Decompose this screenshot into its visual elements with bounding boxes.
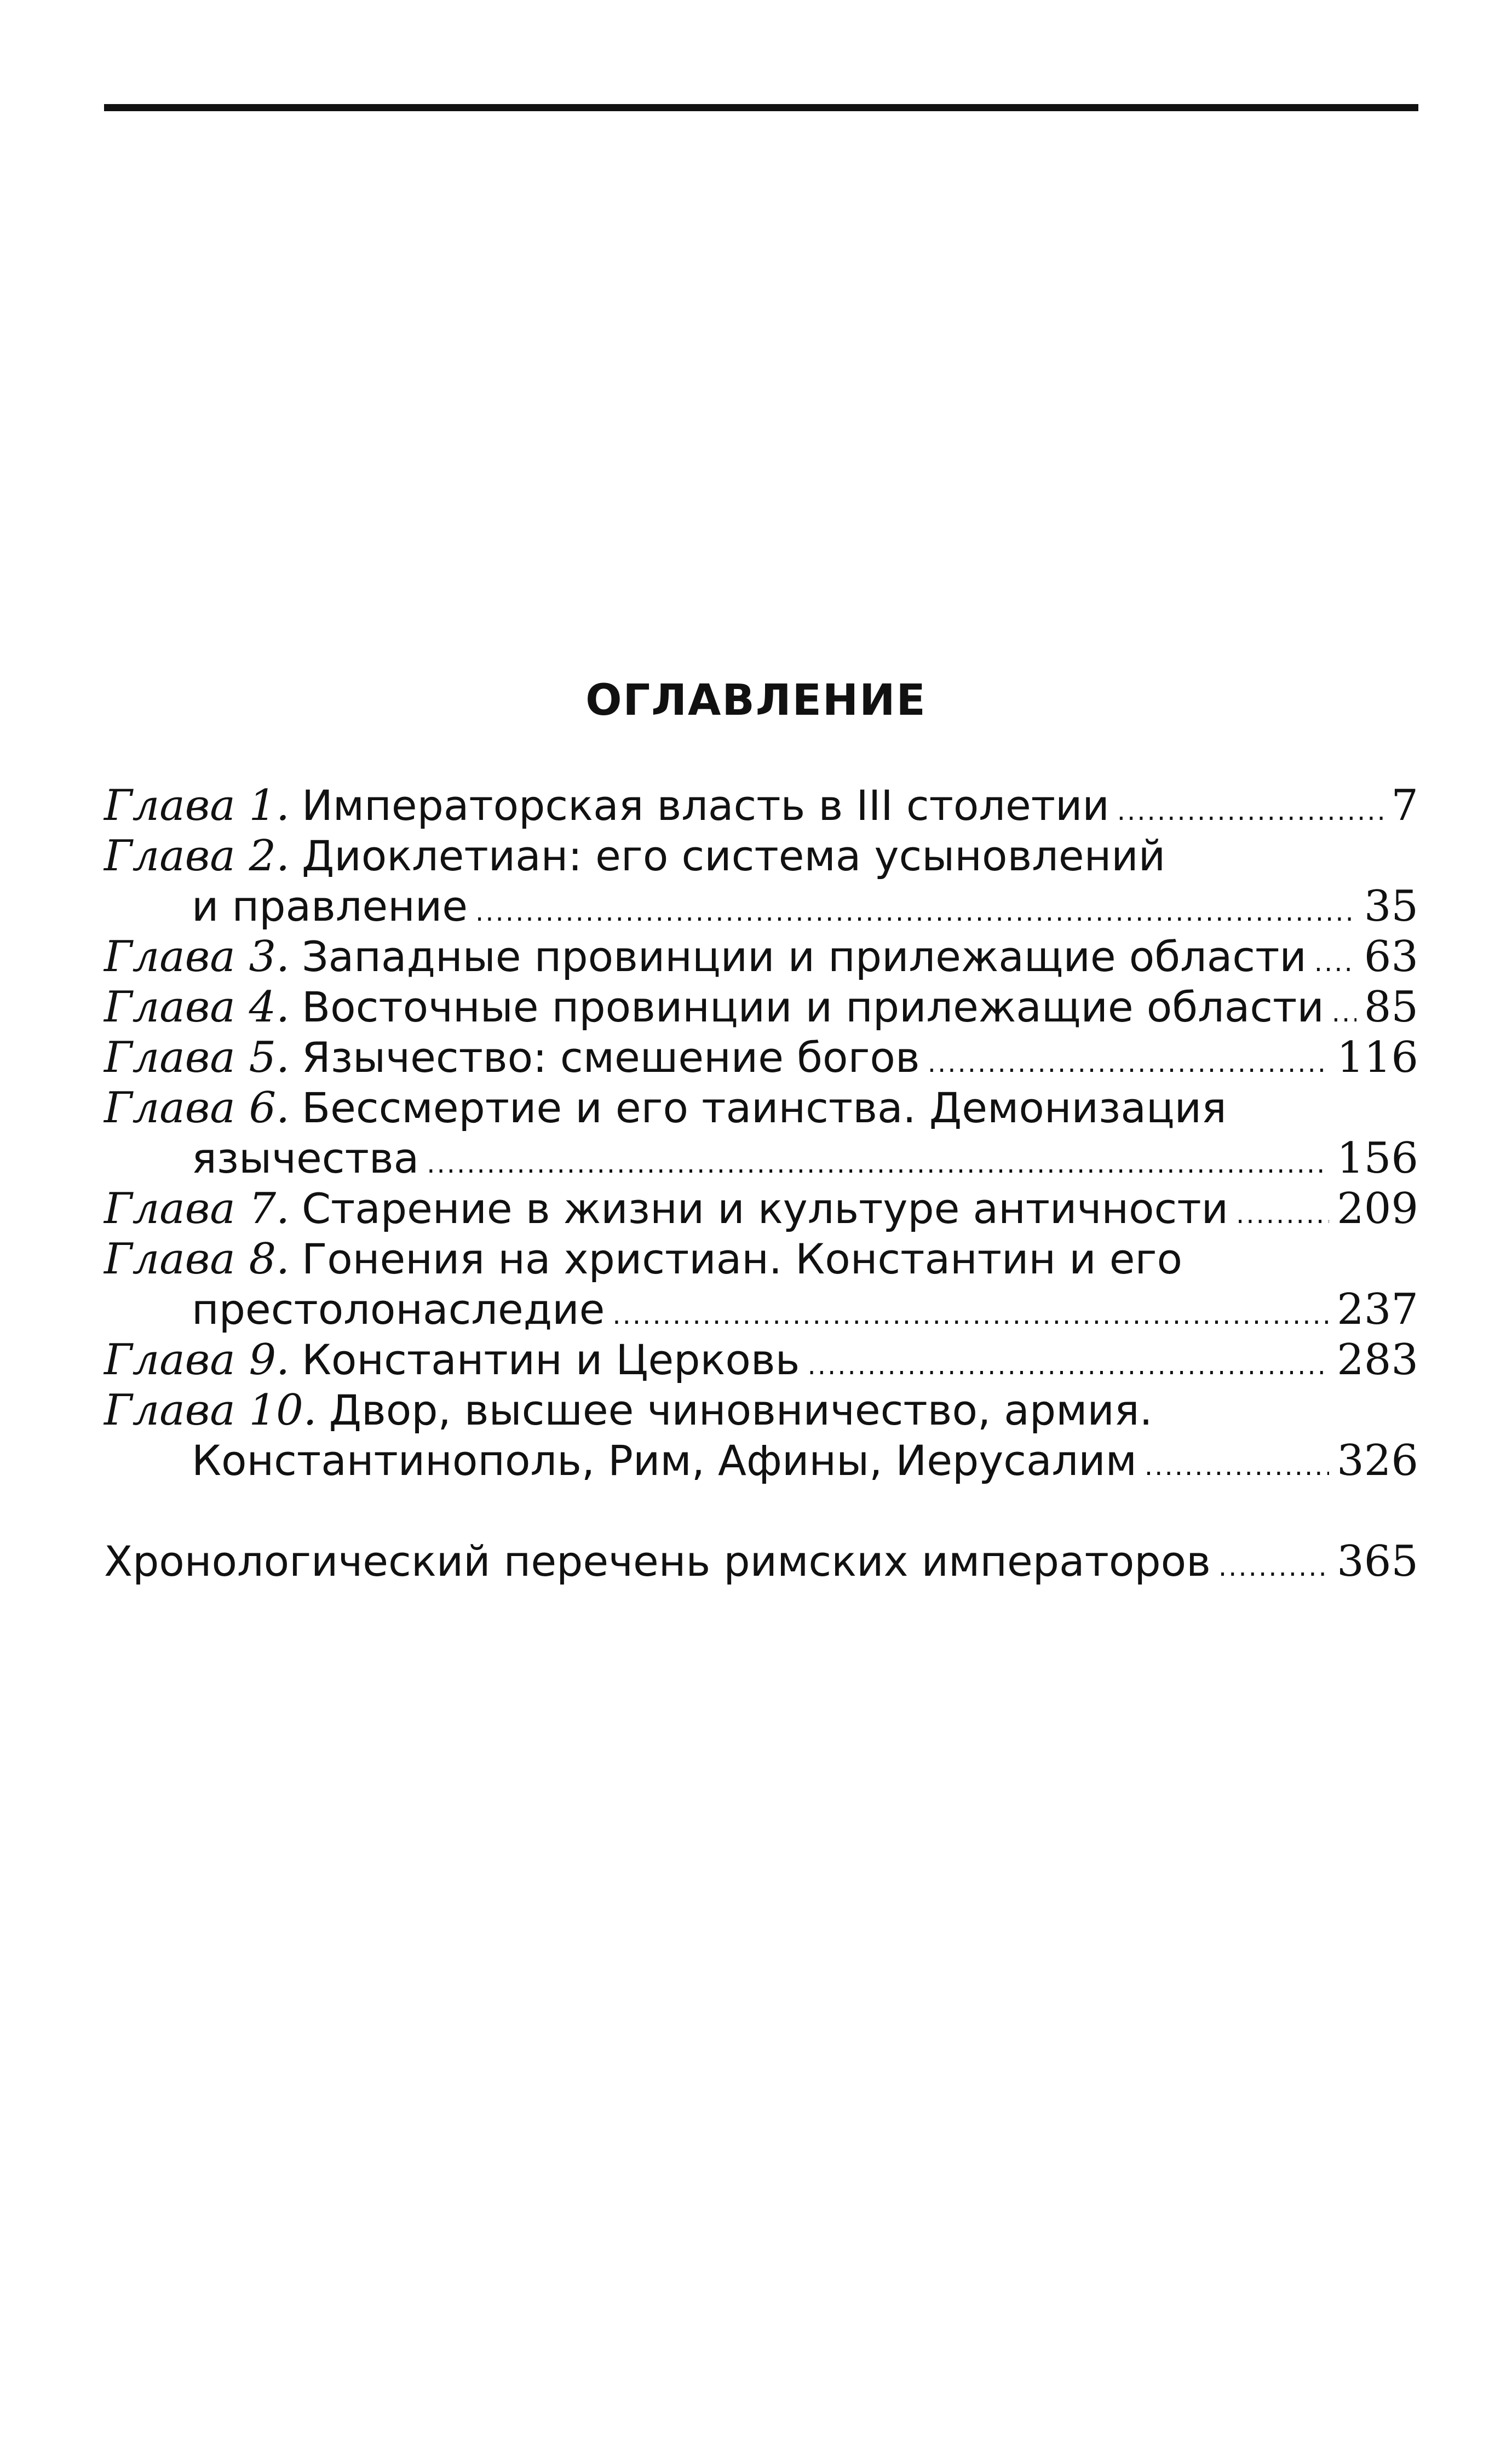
page-number: 326 [1337,1436,1418,1485]
chapter-number: Глава 4. [104,983,290,1032]
page-number: 116 [1337,1033,1418,1082]
appendix-title: Хронологический перечень римских императоров [104,1537,1211,1586]
toc-entry-appendix[interactable] [104,1536,1418,1587]
chapter-title-continued: престолонаследие [192,1285,605,1334]
dot-leader [475,887,1356,937]
toc-entry-3[interactable] [104,932,1418,982]
dot-leader [1314,937,1356,988]
spacer [104,1486,1418,1536]
chapter-title: Старение в жизни и культуре античности [301,1184,1228,1233]
chapter-title: Императорская власть в III столетии [301,781,1109,830]
toc-entry-8-continued[interactable] [104,1284,1418,1335]
chapter-title: Западные провинции и прилежащие области [301,932,1307,981]
chapter-number: Глава 9. [104,1335,290,1385]
chapter-title: Константин и Церковь [301,1335,800,1384]
toc-entry-9[interactable] [104,1335,1418,1385]
chapter-number: Глава 1. [104,781,290,830]
chapter-number: Глава 7. [104,1184,290,1233]
toc-entry-6-continued[interactable] [104,1133,1418,1184]
toc-entry-8[interactable] [104,1234,1418,1284]
chapter-number: Глава 10. [104,1386,317,1435]
page-number: 156 [1337,1134,1418,1183]
page-number: 237 [1337,1285,1418,1334]
chapter-title: Двор, высшее чиновничество, армия. [329,1386,1153,1434]
top-rule [104,104,1418,111]
dot-leader [612,1290,1329,1340]
toc-entry-2-continued[interactable] [104,881,1418,932]
chapter-title-continued: язычества [192,1134,419,1183]
chapter-number: Глава 2. [104,831,290,881]
dot-leader [1218,1542,1329,1592]
page-number: 7 [1391,781,1418,830]
chapter-number: Глава 3. [104,932,290,981]
chapter-title: Язычество: смешение богов [301,1033,920,1082]
table-of-contents [104,780,1418,1587]
toc-entry-10-continued[interactable] [104,1436,1418,1486]
page-number: 63 [1364,932,1418,981]
chapter-title-continued: и правление [192,882,468,931]
dot-leader [1117,786,1384,836]
chapter-title: Гонения на христиан. Константин и его [301,1235,1182,1283]
page-number: 209 [1337,1184,1418,1233]
dot-leader [928,1038,1329,1088]
toc-entry-2[interactable] [104,831,1418,881]
toc-entry-10[interactable] [104,1385,1418,1436]
toc-heading: ОГЛАВЛЕНИЕ [585,676,927,725]
page-number: 85 [1364,983,1418,1032]
dot-leader [1145,1441,1329,1491]
chapter-number: Глава 5. [104,1033,290,1082]
dot-leader [1332,988,1356,1038]
chapter-number: Глава 8. [104,1235,290,1284]
toc-entry-7[interactable] [104,1184,1418,1234]
dot-leader [1236,1189,1329,1239]
toc-entry-6[interactable] [104,1083,1418,1133]
toc-entry-4[interactable] [104,982,1418,1032]
chapter-number: Глава 6. [104,1083,290,1133]
page-number: 35 [1364,882,1418,931]
toc-entry-1[interactable] [104,780,1418,831]
page-number: 365 [1337,1537,1418,1586]
dot-leader [807,1340,1329,1391]
dot-leader [427,1139,1329,1189]
chapter-title: Восточные провинции и прилежащие области [301,983,1324,1031]
chapter-title: Диоклетиан: его система усыновлений [301,831,1166,880]
toc-entry-5[interactable] [104,1032,1418,1083]
page-number: 283 [1337,1335,1418,1385]
chapter-title: Бессмертие и его таинства. Демонизация [301,1083,1227,1132]
chapter-title-continued: Константинополь, Рим, Афины, Иерусалим [192,1436,1137,1485]
